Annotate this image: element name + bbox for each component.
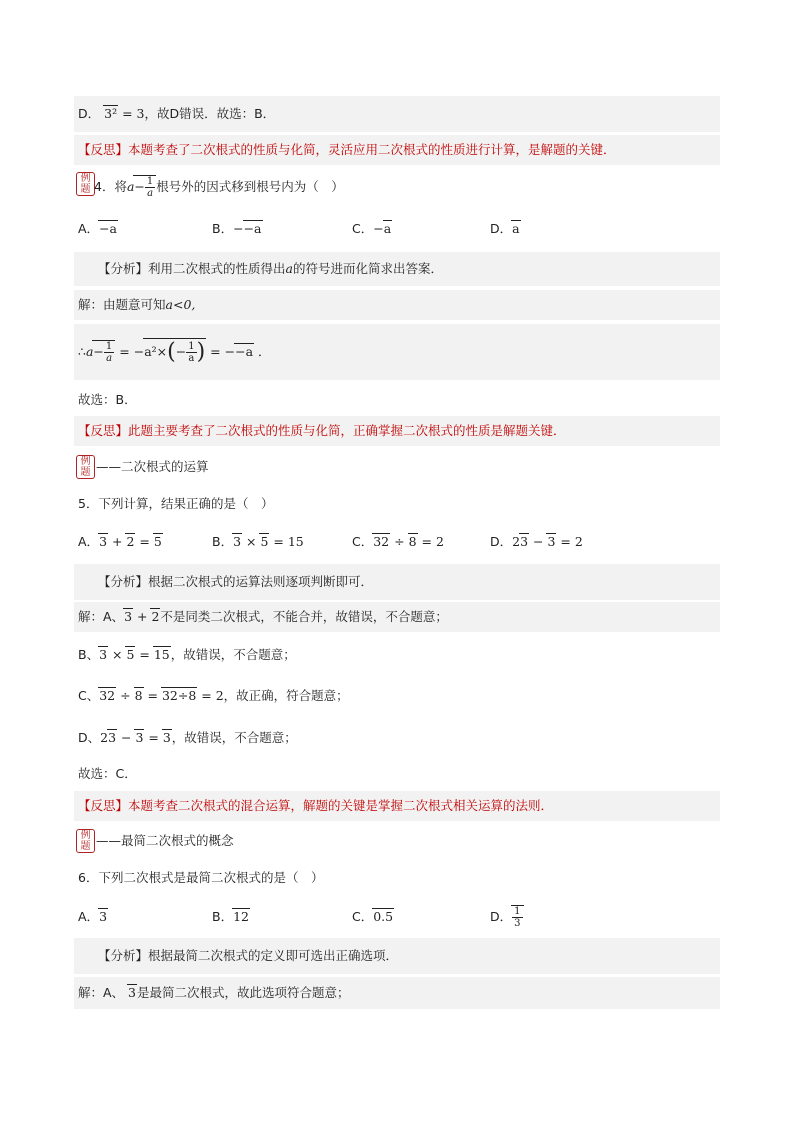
- analysis-6: 【分析】根据最简二次根式的定义即可选出正确选项．: [74, 938, 720, 974]
- math-expression: 3² = 3: [104, 106, 145, 121]
- reflection-3: 【反思】本题考查二次根式的混合运算，解题的关键是掌握二次根式相关运算的法则．: [74, 791, 720, 821]
- reflection-2: 【反思】此题主要考查了二次根式的性质与化简，正确掌握二次根式的性质是解题关键．: [74, 416, 720, 446]
- prev-d-text: ，故D错误．故选：B．: [144, 106, 276, 121]
- q4-options: A．−a B．−−a C．−a D．a: [78, 221, 520, 236]
- solution-5-c: C、32 ÷ 8 = 32÷8 = 2，故正确，符合题意；: [78, 688, 349, 703]
- solution-4-condition: 解：由题意可知a<0,: [74, 290, 720, 320]
- q6-options: A．3 B．12 C．0.5 D． $\frac{1}{3}$: [74, 900, 720, 934]
- section-heading-simplest: ——最简二次根式的概念: [96, 833, 234, 848]
- solution-5-d: D、23 − 3 = 3，故错误，不合题意；: [78, 730, 297, 745]
- example-seal-icon: 例 题: [76, 829, 95, 853]
- solution-5-b: B、3 × 5 = 15，故错误，不合题意；: [78, 647, 296, 662]
- analysis-4: 【分析】利用二次根式的性质得出a的符号进而化简求出答案．: [74, 252, 720, 286]
- reflection-1: 【反思】本题考查了二次根式的性质与化简，灵活应用二次根式的性质进行计算，是解题的关键．: [74, 135, 720, 165]
- q5-options: A．3 + 2 = 5 B．3 × 5 = 15 C．32 ÷ 8 = 2 D．23 − 3 = 2: [78, 534, 583, 549]
- question-4: 4．将a− $\frac{1}{a}$ 根号外的因式移到根号内为（ ）: [94, 176, 344, 199]
- answer-4: 故选：B．: [78, 392, 137, 407]
- question-5: 5．下列计算，结果正确的是（ ）: [78, 496, 274, 511]
- solution-6-a: 解：A、 3是最简二次根式，故此选项符合题意；: [74, 977, 720, 1009]
- answer-5: 故选：C．: [78, 766, 137, 781]
- example-seal-icon: 例 题: [76, 172, 95, 196]
- solution-5-a: 解：A、3 + 2不是同类二次根式，不能合并，故错误，不合题意；: [74, 602, 720, 632]
- analysis-5: 【分析】根据二次根式的运算法则逐项判断即可．: [74, 564, 720, 600]
- solution-4-derivation: ∴a− $\frac{1}{a}$ = −a²×(− $\frac{1}{a}$ ) = −−a ．: [74, 324, 720, 380]
- example-seal-icon: 例 题: [76, 455, 95, 479]
- question-6: 6．下列二次根式是最简二次根式的是（ ）: [78, 870, 324, 885]
- math-expression: a− $\frac{1}{a}$: [127, 179, 156, 194]
- section-heading-ops: ——二次根式的运算: [96, 459, 209, 474]
- prev-option-d-line: [74, 96, 720, 132]
- option-label: D．: [78, 106, 101, 121]
